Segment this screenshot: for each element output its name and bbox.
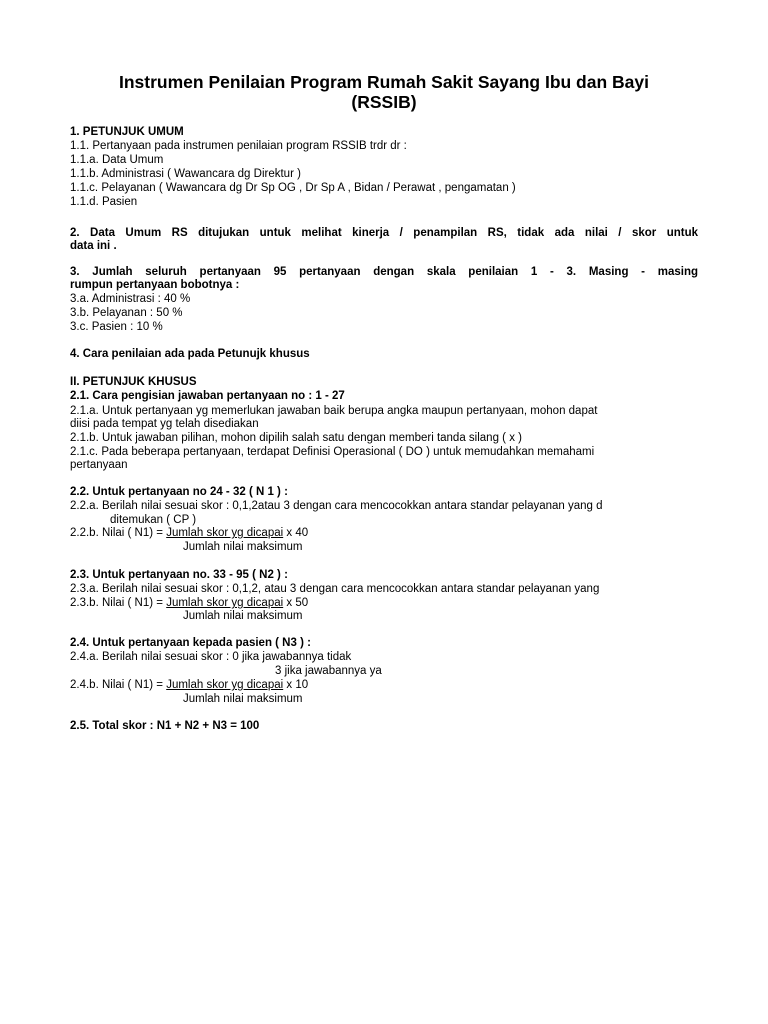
text-line: 1.1.b. Administrasi ( Wawancara dg Direktur ) — [70, 168, 301, 180]
text-line: 3.b. Pelayanan : 50 % — [70, 307, 183, 319]
formula-multiplier: x 40 — [283, 527, 309, 539]
text-line: 2.1.b. Untuk jawaban pilihan, mohon dipilih salah satu dengan memberi tanda silang ( x ) — [70, 432, 522, 444]
formula-denominator: Jumlah nilai maksimum — [183, 610, 303, 622]
text-line: rumpun pertanyaan bobotnya : — [70, 279, 240, 291]
formula-numerator: Jumlah skor yg dicapai — [166, 527, 284, 539]
formula-numerator: Jumlah skor yg dicapai — [166, 679, 284, 691]
document-title — [0, 72, 768, 112]
text-line: 3. Jumlah seluruh pertanyaan 95 pertanyaan dengan skala penilaian 1 - 3. Masing - masing — [70, 266, 698, 278]
text-line: 1.1. Pertanyaan pada instrumen penilaian program RSSIB trdr dr : — [70, 140, 407, 152]
text-line: 2. Data Umum RS ditujukan untuk melihat kinerja / penampilan RS, tidak ada nilai / skor untuk — [70, 227, 698, 239]
formula-numerator: Jumlah skor yg dicapai — [166, 597, 284, 609]
text-line: 1.1.c. Pelayanan ( Wawancara dg Dr Sp OG , Dr Sp A , Bidan / Perawat , pengamatan ) — [70, 182, 516, 194]
subsection-heading: 2.1. Cara pengisian jawaban pertanyaan no : 1 - 27 — [70, 390, 345, 402]
formula-label: 2.4.b. Nilai ( N1) = — [70, 679, 167, 691]
text-line: 2.1.c. Pada beberapa pertanyaan, terdapat Definisi Operasional ( DO ) untuk memudahkan memahami — [70, 446, 595, 458]
formula-line — [70, 526, 698, 540]
text-line: 3 jika jawabannya ya — [275, 665, 382, 677]
subsection-heading: 2.3. Untuk pertanyaan no. 33 - 95 ( N2 ) : — [70, 569, 288, 581]
text-line: 2.4.a. Berilah nilai sesuai skor : 0 jika jawabannya tidak — [70, 651, 352, 663]
text-line: 3.c. Pasien : 10 % — [70, 321, 163, 333]
subsection-heading: 2.4. Untuk pertanyaan kepada pasien ( N3 ) : — [70, 637, 311, 649]
text-line: pertanyaan — [70, 459, 128, 471]
section-heading: II. PETUNJUK KHUSUS — [70, 376, 197, 388]
text-line: 3.a. Administrasi : 40 % — [70, 293, 191, 305]
formula-line — [70, 596, 698, 610]
subsection-heading: 2.2. Untuk pertanyaan no 24 - 32 ( N 1 ) : — [70, 486, 288, 498]
formula-multiplier: x 10 — [283, 679, 309, 691]
formula-denominator: Jumlah nilai maksimum — [183, 693, 303, 705]
title-line-2: (RSSIB) — [351, 92, 417, 112]
text-line: 2.3.a. Berilah nilai sesuai skor : 0,1,2, atau 3 dengan cara mencocokkan antara standar pelayanan yang — [70, 583, 600, 595]
formula-label: 2.2.b. Nilai ( N1) = — [70, 527, 167, 539]
text-line: 1.1.a. Data Umum — [70, 154, 164, 166]
formula-denominator: Jumlah nilai maksimum — [183, 541, 303, 553]
text-line: 1.1.d. Pasien — [70, 196, 138, 208]
formula-label: 2.3.b. Nilai ( N1) = — [70, 597, 167, 609]
text-line: 2.1.a. Untuk pertanyaan yg memerlukan jawaban baik berupa angka maupun pertanyaan, mohon dapat — [70, 405, 598, 417]
text-line: ditemukan ( CP ) — [110, 514, 197, 526]
formula-multiplier: x 50 — [283, 597, 309, 609]
section-heading: 1. PETUNJUK UMUM — [70, 126, 184, 138]
text-line: 2.2.a. Berilah nilai sesuai skor : 0,1,2atau 3 dengan cara mencocokkan antara standar pelayanan yang d — [70, 500, 603, 512]
text-line: diisi pada tempat yg telah disediakan — [70, 418, 259, 430]
text-line: data ini . — [70, 240, 117, 252]
subsection-heading: 2.5. Total skor : N1 + N2 + N3 = 100 — [70, 720, 260, 732]
formula-line — [70, 678, 698, 692]
title-line-1: Instrumen Penilaian Program Rumah Sakit Sayang Ibu dan Bayi — [119, 72, 649, 92]
text-line: 4. Cara penilaian ada pada Petunujk khusus — [70, 348, 310, 360]
